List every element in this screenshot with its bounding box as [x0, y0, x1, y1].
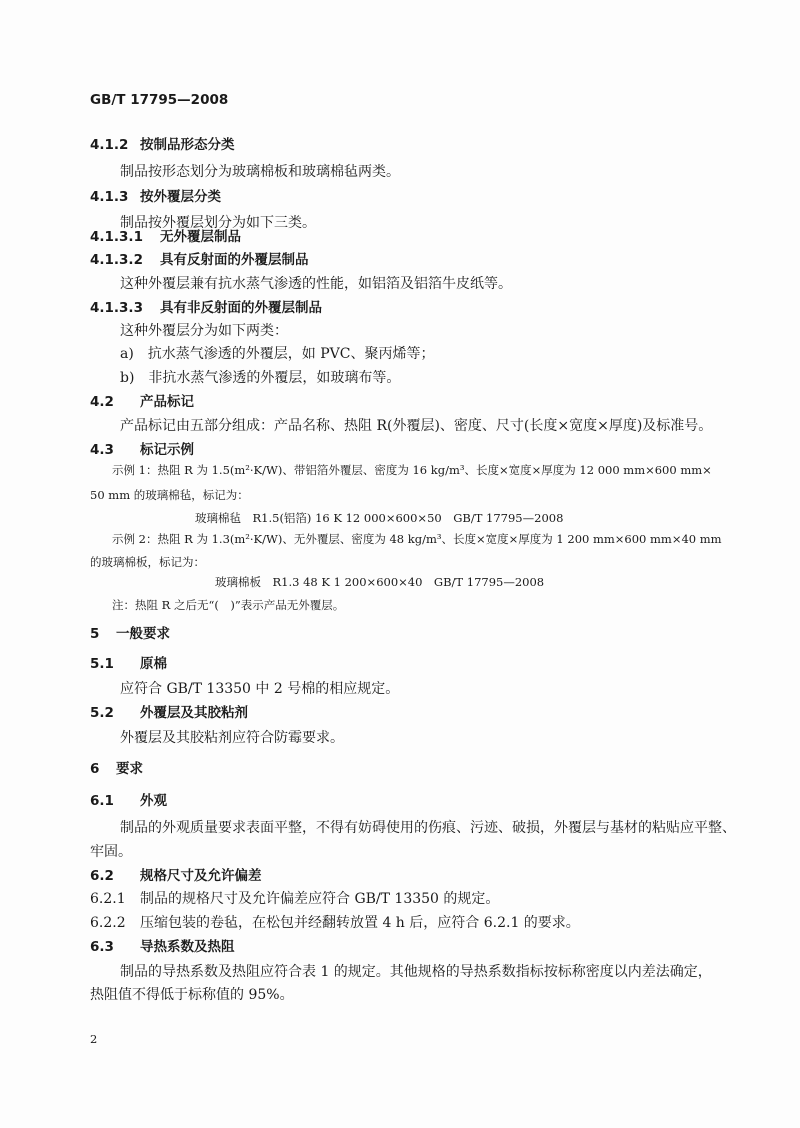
clause-6-2-2: 6.2.2 压缩包装的卷毡，在松包并经翻转放置 4 h 后，应符合 6.2.1 的要求。: [90, 915, 580, 931]
paragraph: 制品按形态划分为玻璃棉板和玻璃棉毡两类。: [120, 164, 400, 180]
heading-6: 6 要求: [90, 761, 143, 777]
paragraph-continued: 牢固。: [90, 844, 132, 860]
paragraph: 制品的导热系数及热阻应符合表 1 的规定。其他规格的导热系数指标按标称密度以内差法确定，: [120, 964, 712, 980]
list-item-a: a) 抗水蒸气渗透的外覆层，如 PVC、聚丙烯等；: [120, 346, 435, 362]
note: 注：热阻 R 之后无“( )”表示产品无外覆层。: [112, 598, 345, 612]
example-2-line-2: 的玻璃棉板，标记为：: [90, 555, 205, 569]
example-2-marking: 玻璃棉板 R1.3 48 K 1 200×600×40 GB/T 17795—2008: [215, 575, 545, 589]
heading-4-1-3-3: 4.1.3.3 具有非反射面的外覆层制品: [90, 300, 322, 316]
paragraph-continued: 热阻值不得低于标称值的 95%。: [90, 987, 294, 1003]
paragraph: 这种外覆层分为如下两类：: [120, 323, 288, 339]
paragraph: 应符合 GB/T 13350 中 2 号棉的相应规定。: [120, 681, 400, 697]
paragraph: 产品标记由五部分组成：产品名称、热阻 R(外覆层)、密度、尺寸(长度×宽度×厚度)及标准号。: [120, 418, 713, 434]
paragraph: 制品的外观质量要求表面平整，不得有妨碍使用的伤痕、污迹、破损，外覆层与基材的粘贴应平整、: [120, 820, 736, 836]
heading-4-3: 4.3 标记示例: [90, 442, 194, 458]
list-item-b: b) 非抗水蒸气渗透的外覆层，如玻璃布等。: [120, 370, 401, 386]
heading-5: 5 一般要求: [90, 626, 170, 642]
heading-4-1-3: 4.1.3 按外覆层分类: [90, 189, 221, 205]
paragraph: 外覆层及其胶粘剂应符合防霉要求。: [120, 730, 344, 746]
heading-6-2: 6.2 规格尺寸及允许偏差: [90, 868, 262, 884]
heading-5-2: 5.2 外覆层及其胶粘剂: [90, 705, 248, 721]
heading-4-2: 4.2 产品标记: [90, 394, 194, 410]
heading-4-1-3-1: 4.1.3.1 无外覆层制品: [90, 229, 241, 245]
heading-5-1: 5.1 原棉: [90, 656, 167, 672]
clause-6-2-1: 6.2.1 制品的规格尺寸及允许偏差应符合 GB/T 13350 的规定。: [90, 891, 500, 907]
heading-6-1: 6.1 外观: [90, 793, 167, 809]
heading-4-1-3-2: 4.1.3.2 具有反射面的外覆层制品: [90, 252, 309, 268]
heading-4-1-2: 4.1.2 按制品形态分类: [90, 137, 235, 153]
example-1-marking: 玻璃棉毡 R1.5(铝箔) 16 K 12 000×600×50 GB/T 17795—2008: [195, 511, 564, 525]
standard-header: GB/T 17795—2008: [90, 92, 229, 108]
paragraph: 制品按外覆层划分为如下三类。: [120, 215, 316, 231]
paragraph: 这种外覆层兼有抗水蒸气渗透的性能，如铝箔及铝箔牛皮纸等。: [120, 276, 512, 292]
example-1-line-2: 50 mm 的玻璃棉毡，标记为：: [90, 488, 249, 502]
example-2-line-1: 示例 2：热阻 R 为 1.3(m²·K/W)、无外覆层、密度为 48 kg/m³、长度×宽度×厚度为 1 200 mm×600 mm×40 mm: [112, 532, 722, 546]
heading-6-3: 6.3 导热系数及热阻: [90, 939, 235, 955]
page-number: 2: [90, 1032, 98, 1046]
example-1-line-1: 示例 1：热阻 R 为 1.5(m²·K/W)、带铝箔外覆层、密度为 16 kg/m³、长度×宽度×厚度为 12 000 mm×600 mm×: [112, 463, 712, 477]
